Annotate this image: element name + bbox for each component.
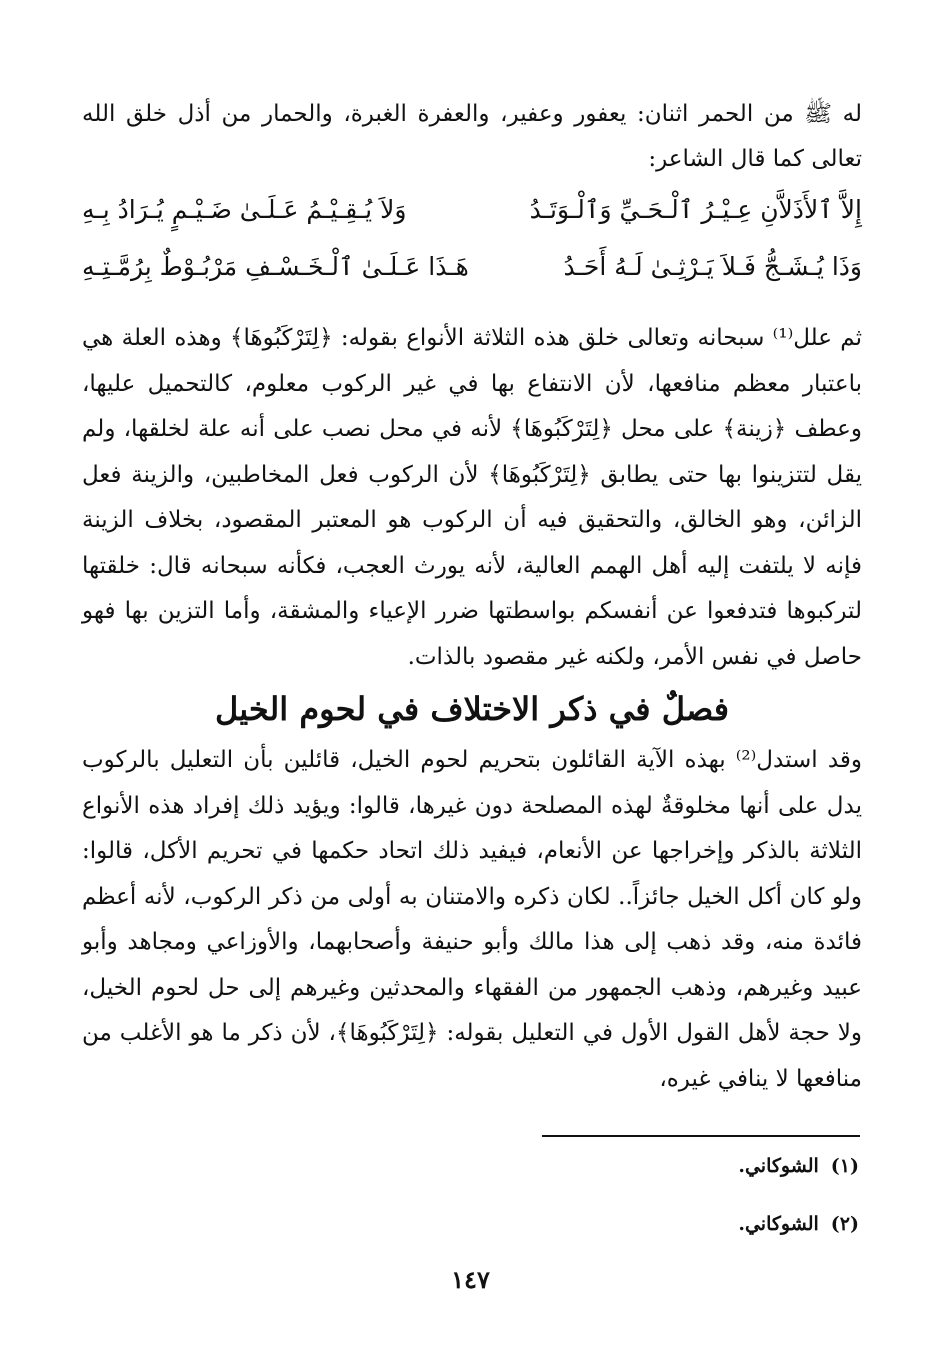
- paragraph-intro: له ﷺ من الحمر اثنان: يعفور وعفير، والعفرة الغبرة، والحمار من أذل خلق الله تعالى كما قال الشاعر:: [82, 101, 862, 172]
- paragraph-section-body: وقد استدل⁽²⁾ بهذه الآية القائلون بتحريم لحوم الخيل، قائلين بأن التعليل بالركوب يدل على أنها مخلوقةٌ لهذه المصلحة دون غيرها، قالوا: ويؤيد ذلك إفراد هذه الأنواع الثلاثة بالذكر وإخراجها عن الأنعام، فيفيد ذلك اتحاد حكمها في تحريم الأكل، قالوا: ولو كان أكل الخيل جائزاً.. لكان ذكره والامتنان به أولى من ذكر الركوب، لأنه أعظم فائدة منه، وقد ذهب إلى هذا مالك وأبو حنيفة وأصحابهما، والأوزاعي ومجاهد وأبو عبيد وغيرهم، وذهب الجمهور من الفقهاء والمحدثين وغيرهم إلى حل لحوم الخيل، ولا حجة لأهل القول الأول في التعليل بقوله: ﴿لِتَرْكَبُوهَا﴾، لأن ذكر ما هو الأغلب من منافعها لا ينافي غيره،: [82, 747, 862, 1092]
- verse-1-first-hemistich: وَلاَ يُـقِـيْـمُ عَـلَـىٰ ضَـيْـمٍ يُـرَادُ بِـهِ: [82, 195, 407, 224]
- verse-2-first-hemistich: هَـذَا عَـلَـىٰ ٱلْـخَـسْـفِ مَرْبُـوْطٌ بِرُمَّـتِـهِ: [82, 252, 469, 281]
- section-heading: فصلٌ في ذكر الاختلاف في لحوم الخيل: [215, 690, 729, 728]
- footnote-2: [738, 1213, 859, 1235]
- footnote-1: [738, 1155, 859, 1177]
- poem-verse-2: [82, 252, 862, 312]
- poem-verse-1: [82, 195, 862, 255]
- footnote-2-text: الشوكاني.: [738, 1213, 819, 1235]
- footnote-1-number: (١): [830, 1155, 859, 1177]
- paragraph-explanation: ثم علل⁽¹⁾ سبحانه وتعالى خلق هذه الثلاثة الأنواع بقوله: ﴿لِتَرْكَبُوهَا﴾ وهذه العلة هي باعتبار معظم منافعها، لأن الانتفاع بها في غير الركوب معلوم، كالتحميل عليها، وعطف ﴿زينة﴾ على محل ﴿لِتَرْكَبُوهَا﴾ لأنه في محل نصب على أنه علة لخلقها، ولم يقل لتتزينوا بها حتى يطابق ﴿لِتَرْكَبُوهَا﴾ لأن الركوب فعل المخاطبين، والزينة فعل الزائن، وهو الخالق، والتحقيق فيه أن الركوب هو المعتبر المقصود، بخلاف الزينة فإنه لا يلتفت إليه أهل الهمم العالية، لأنه يورث العجب، فكأنه سبحانه قال: خلقتها لتركبوها فتدفعوا عن أنفسكم بواسطتها ضرر الإعياء والمشقة، وأما التزين بها فهو حاصل في نفس الأمر، ولكنه غير مقصود بالذات.: [82, 325, 862, 670]
- footnote-separator: [542, 1135, 860, 1137]
- footnote-2-number: (٢): [830, 1213, 859, 1235]
- verse-1-second-hemistich: إِلاَّ ٱلأَذَلاَّنِ عِـيْـرُ ٱلْـحَـيِّ وَٱلْـوَتَـدُ: [529, 195, 862, 224]
- footnote-1-text: الشوكاني.: [738, 1155, 819, 1177]
- verse-2-second-hemistich: وَذَا يُـشَـجُّ فَـلاَ يَـرْثِـىٰ لَـهُ أَحَـدُ: [563, 252, 862, 281]
- page-number: ١٤٧: [451, 1265, 490, 1294]
